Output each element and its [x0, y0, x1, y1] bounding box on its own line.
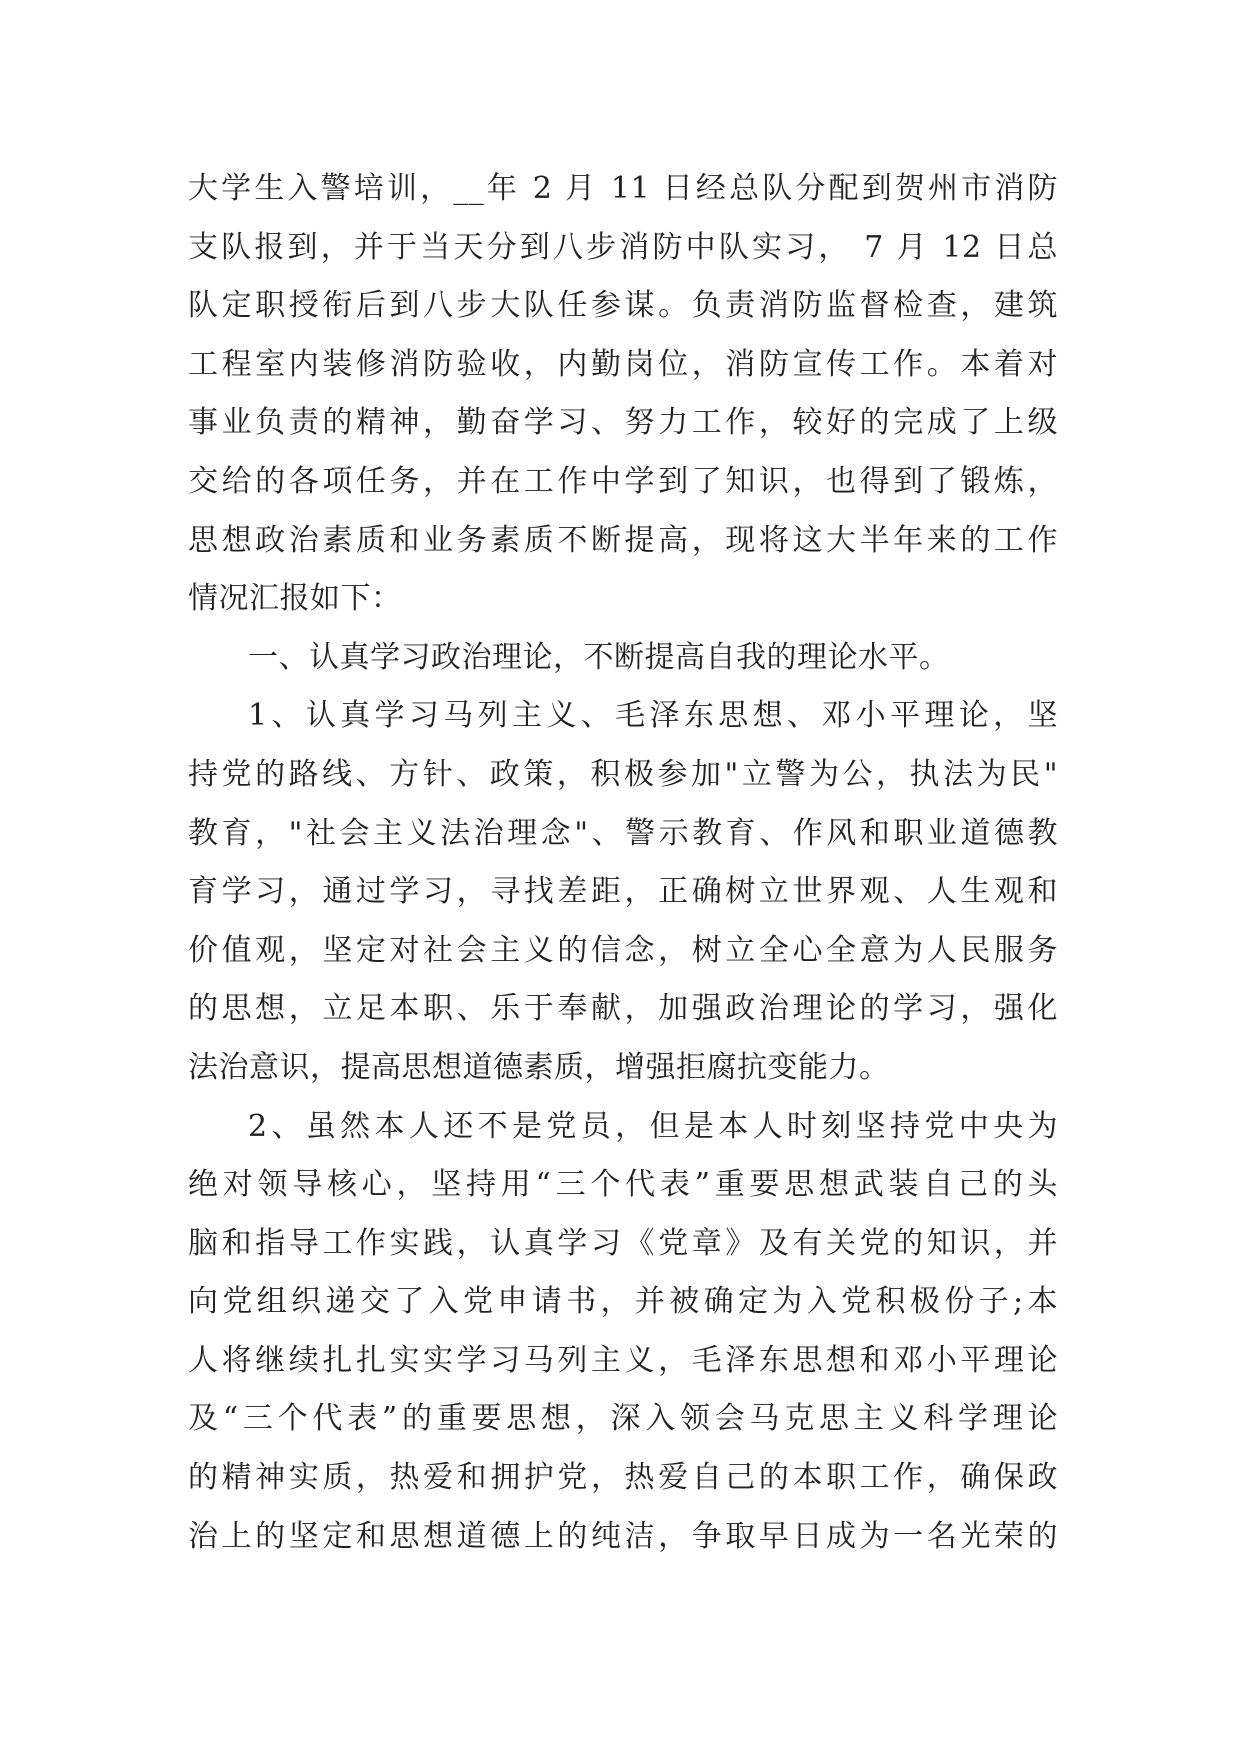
text-line: 交给的各项任务，并在工作中学到了知识，也得到了锻炼， — [188, 463, 1058, 499]
text-line: 事业负责的精神，勤奋学习、努力工作，较好的完成了上级 — [188, 405, 1058, 441]
text-line: 一、认真学习政治理论，不断提高自我的理论水平。 — [248, 639, 950, 675]
text-line: 人将继续扎扎实实学习马列主义，毛泽东思想和邓小平理论 — [188, 1342, 1058, 1378]
text-line: 队定职授衔后到八步大队任参谋。负责消防监督检查，建筑 — [188, 288, 1058, 324]
text-line: 绝对领导核心，坚持用“三个代表”重要思想武装自己的头 — [188, 1167, 1058, 1203]
text-line: 法治意识，提高思想道德素质，增强拒腐抗变能力。 — [188, 1049, 890, 1085]
text-line: 持党的路线、方针、政策，积极参加"立警为公，执法为民" — [188, 756, 1058, 792]
text-line: 思想政治素质和业务素质不断提高，现将这大半年来的工作 — [188, 522, 1058, 558]
text-line: 大学生入警培训，__年 2 月 11 日经总队分配到贺州市消防 — [188, 171, 1058, 206]
text-line: 的精神实质，热爱和拥护党，热爱自己的本职工作，确保政 — [188, 1460, 1058, 1496]
text-line: 的思想，立足本职、乐于奉献，加强政治理论的学习，强化 — [188, 991, 1058, 1027]
text-line: 工程室内装修消防验收，内勤岗位，消防宣传工作。本着对 — [188, 346, 1058, 382]
text-line: 情况汇报如下： — [188, 581, 402, 617]
document-body — [188, 160, 1058, 1566]
text-line: 支队报到，并于当天分到八步消防中队实习， 7 月 12 日总 — [188, 229, 1058, 265]
text-line: 及“三个代表”的重要思想，深入领会马克思主义科学理论 — [188, 1401, 1058, 1437]
text-line: 1、认真学习马列主义、毛泽东思想、邓小平理论，坚 — [248, 698, 1058, 734]
text-line: 教育，"社会主义法治理念"、警示教育、作风和职业道德教 — [188, 815, 1058, 851]
text-line: 2、虽然本人还不是党员，但是本人时刻坚持党中央为 — [248, 1108, 1058, 1144]
text-line: 育学习，通过学习，寻找差距，正确树立世界观、人生观和 — [188, 874, 1058, 910]
text-line: 向党组织递交了入党申请书，并被确定为入党积极份子;本 — [188, 1284, 1058, 1320]
text-line: 治上的坚定和思想道德上的纯洁，争取早日成为一名光荣的 — [188, 1518, 1058, 1554]
text-line: 脑和指导工作实践，认真学习《党章》及有关党的知识，并 — [188, 1225, 1058, 1261]
text-line: 价值观，坚定对社会主义的信念，树立全心全意为人民服务 — [188, 932, 1058, 968]
